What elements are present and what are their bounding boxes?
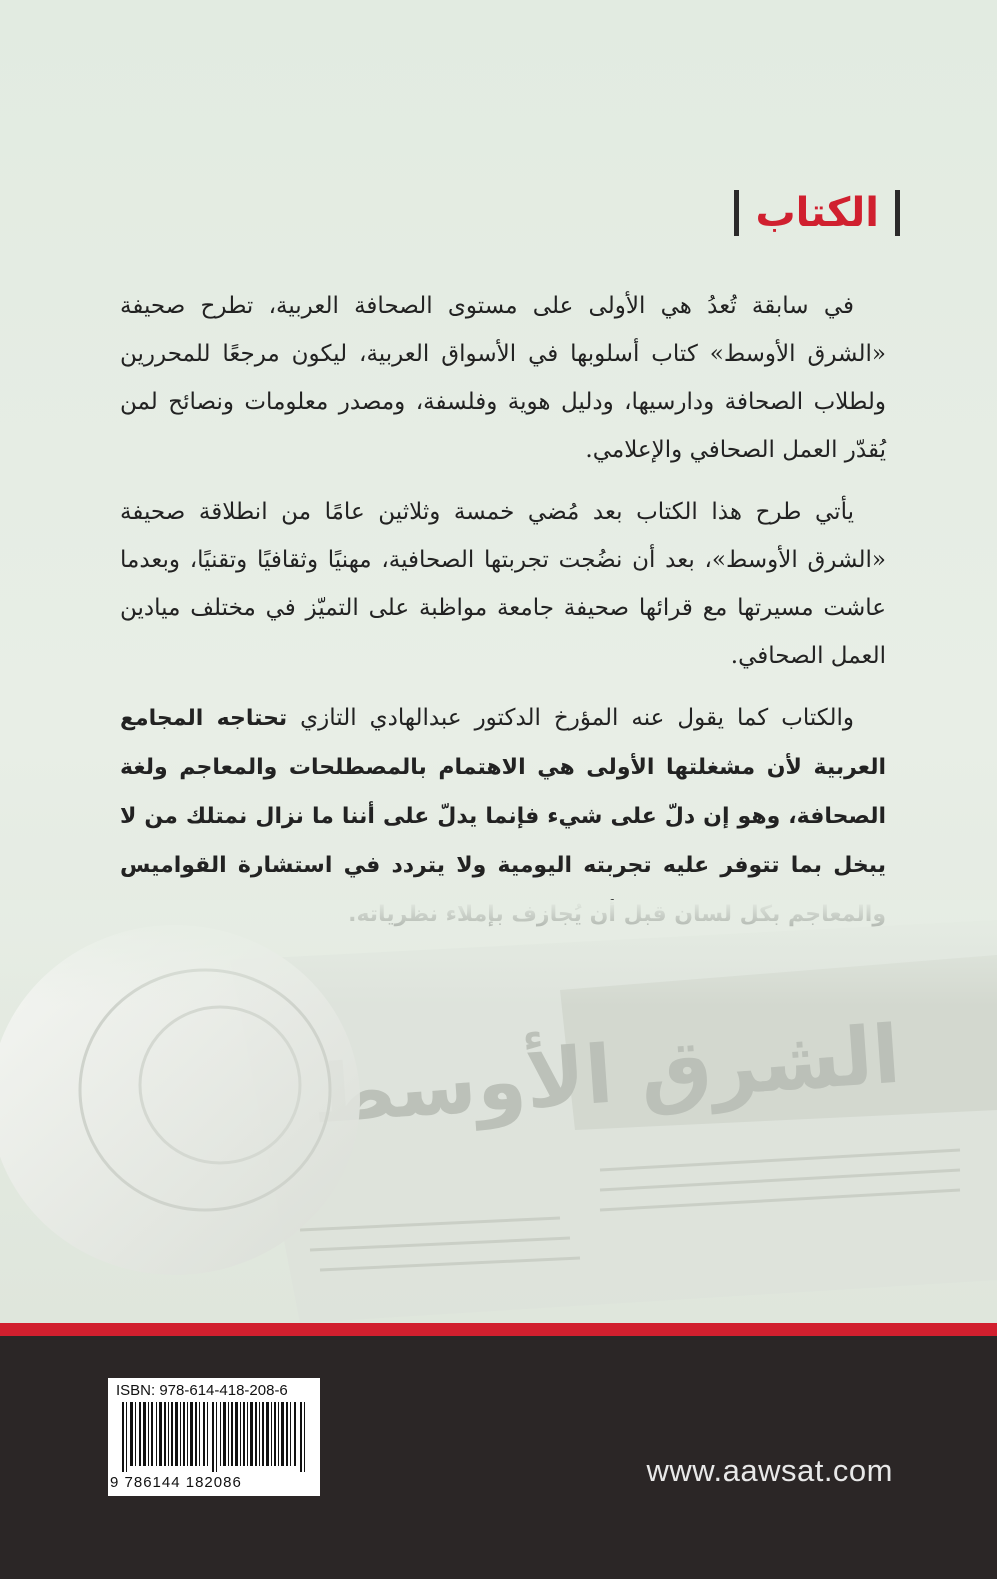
red-divider-stripe (0, 1323, 997, 1336)
blurb-text (120, 282, 886, 953)
website-url: www.aawsat.com (646, 1453, 893, 1488)
paragraph-1: في سابقة تُعدُ هي الأولى على مستوى الصحافة العربية، تطرح صحيفة «الشرق الأوسط» كتاب أسلوبها في الأسواق العربية، ليكون مرجعًا للمحررين ولطلاب الصحافة ودارسيها، ودليل هوية وفلسفة، ومصدر معلومات ونصائح لمن يُقدّر العمل الصحافي والإعلامي. (120, 293, 886, 463)
isbn-label: ISBN: 978-614-418-208-6 (116, 1382, 288, 1399)
rolled-newspaper-illustration (0, 900, 997, 1323)
paragraph-2: يأتي طرح هذا الكتاب بعد مُضي خمسة وثلاثين عامًا من انطلاقة صحيفة «الشرق الأوسط»، بعد أن نضُجت تجربتها الصحافية، مهنيًا وثقافيًا وتقنيًا، وبعدما عاشت مسيرتها مع قرائها صحيفة جامعة مواظبة على التميّز في مختلف ميادين العمل الصحافي. (120, 499, 886, 669)
isbn-barcode-box (108, 1378, 320, 1496)
heading-bar-right (895, 190, 900, 236)
barcode (116, 1402, 312, 1472)
paragraph-3-bold: تحتاجه المجامع العربية لأن مشغلتها الأولى هي الاهتمام بالمصطلحات والمعاجم ولغة الصحافة، وهو إن دلّ على شيء فإنما يدلّ على أننا ما نزال نمتلك من لا يبخل بما تتوفر عليه تجربته اليومية ولا يتردد في استشارة القواميس (120, 706, 886, 878)
heading-bar-left (734, 190, 739, 236)
heading-title: الكتاب (755, 190, 879, 236)
barcode-digits: 9 786144 182086 (110, 1474, 242, 1491)
section-heading (734, 190, 900, 236)
paragraph-3-plain: والكتاب كما يقول عنه المؤرخ الدكتور عبدالهادي التازي (287, 705, 855, 731)
